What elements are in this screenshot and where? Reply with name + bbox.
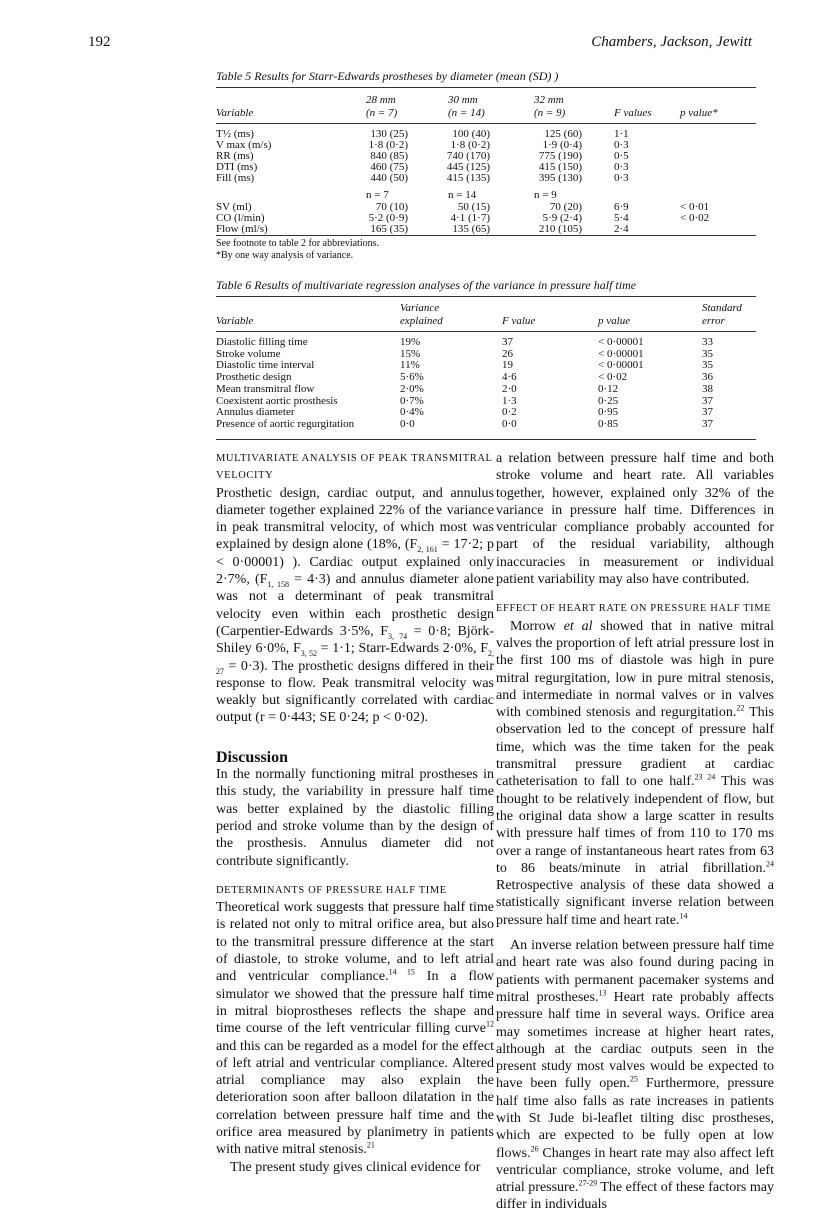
para-multivariate-velocity: Prosthetic design, cardiac output, and annulus diameter together explained 22% of the variance in peak transmitral velocity, of which most was explained by design alone (18%, ($F_{2, 161} = 17\cdot 2$; p < 0·00001) ). Cardiac output explained only 2·7%, $(F_{1, 158} = 4\cdot 3)$ and annulus diameter alone was not a determinant of peak transmitral velocity even within each prosthetic design (Carpentier-Edwards 3·5%, $F_{3, 74} = 0\cdot 8$; Björk-Shiley 6·0%, $F_{3, 52} = 1\cdot 1$; Starr-Edwards 2·0%, $F_{2, 27} = 0\cdot 3$). The prosthetic designs differed in their response to flow. Peak transmitral velocity was weakly but significantly correlated with cardiac output (r = 0·443; SE 0·24; p < 0·02).	[216, 485, 495, 726]
t6-row5-variable: Mean transmitral flow	[216, 383, 315, 395]
t6-row3-variance: 11%	[400, 359, 420, 371]
t6-row7-f-value: 0·2	[502, 406, 517, 418]
t5-row1-f-value: 1·1	[614, 128, 629, 140]
t6-row5-variance: 2·0%	[400, 383, 424, 395]
t6-row3-std-error: 35	[702, 359, 713, 371]
t5-row6-val-30: 50 (15)	[457, 201, 490, 213]
t5-head-30-n: (n = 14)	[448, 107, 485, 119]
t5-row6-val-28: 70 (10)	[375, 201, 408, 213]
table5-body	[216, 128, 756, 238]
heading-multivariate-peak-velocity: MULTIVARIATE ANALYSIS OF PEAK TRANSMITRAL VELOCITY	[216, 453, 493, 482]
t5-head-f: F values	[614, 107, 652, 119]
t6-row7-variable: Annulus diameter	[216, 406, 295, 418]
t6-row1-std-error: 33	[702, 336, 713, 348]
t5-head-variable: Variable	[216, 107, 254, 119]
t6-row2-p-value: < 0·00001	[598, 348, 644, 360]
running-head: Chambers, Jackson, Jewitt	[591, 34, 752, 50]
t6-head-variance-1: Variance	[400, 302, 440, 314]
t5-row2-val-28: 1·8 (0·2)	[368, 139, 408, 151]
t6-row6-variance: 0·7%	[400, 395, 424, 407]
t6-row8-p-value: 0·85	[598, 418, 619, 430]
t6-row4-f-value: 4·6	[502, 371, 517, 383]
t5-row6-p-value: < 0·01	[680, 201, 710, 213]
para-discussion: In the normally functioning mitral prostheses in this study, the variability in pressure half time was better explained by the diastolic filling period and stroke volume than by the design of the prosthesis. Annulus diameter did not contribute significantly.	[216, 767, 494, 869]
t6-row4-p-value: < 0·02	[598, 371, 628, 383]
t5-row2-val-32: 1·9 (0·4)	[542, 139, 582, 151]
t5-head-p: p value*	[680, 107, 718, 119]
t6-row3-variable: Diastolic time interval	[216, 359, 315, 371]
t5-row1-variable: T½ (ms)	[216, 128, 254, 140]
t5-row5-val-30: 415 (135)	[446, 172, 490, 184]
t6-row1-variance: 19%	[400, 336, 421, 348]
t5-row3-val-30: 740 (170)	[446, 150, 490, 162]
t6-row4-variable: Prosthetic design	[216, 371, 292, 383]
table5-top-rule	[216, 87, 756, 88]
t5-head-32-n: (n = 9)	[534, 107, 566, 119]
t5-row4-val-30: 445 (125)	[446, 161, 490, 173]
t6-row8-std-error: 37	[702, 418, 713, 430]
t6-row1-f-value: 37	[502, 336, 513, 348]
table6-top-rule	[216, 296, 756, 297]
t6-head-variance-2: explained	[400, 315, 443, 327]
t5-row6-variable: SV (ml)	[216, 201, 252, 213]
t6-row4-std-error: 36	[702, 371, 713, 383]
t5-row7-val-30: 4·1 (1·7)	[450, 212, 490, 224]
t6-row5-std-error: 38	[702, 383, 713, 395]
t5-row7-f-value: 5·4	[614, 212, 629, 224]
t6-row5-f-value: 2·0	[502, 383, 517, 395]
heading-heart-rate: EFFECT OF HEART RATE ON PRESSURE HALF TIME	[496, 603, 772, 615]
t6-row1-variable: Diastolic filling time	[216, 336, 308, 348]
para-morrow: Morrow et al showed that in native mitral valves the proportion of left atrial pressure lost in the first 100 ms of diastole was high in pure mitral regurgitation, low in pure mitral stenosis, and intermediate in normal valves or in valves with combined stenosis and regurgitation.$^{22}$ This observation led to the concept of pressure half time, which was the time taken for the peak transmitral pressure gradient at cardiac catheterisation to fall to one half.$^{23 24}$ This was thought to be relatively independent of flow, but the original data show a large scatter in results with pressure half times of from 110 to 170 ms over a range of instantaneous heart rates from 63 to 86 beats/minute in atrial fibrillation.$^{24}$ Retrospective analysis of these data showed a statistically significant inverse relation between pressure half time and heart rate.$^{14}$	[496, 618, 774, 928]
t6-row4-variance: 5·6%	[400, 371, 424, 383]
t5-row8-val-30: 135 (65)	[452, 223, 490, 235]
t6-row3-p-value: < 0·00001	[598, 359, 644, 371]
t6-row2-variance: 15%	[400, 348, 421, 360]
t6-row8-variable: Presence of aortic regurgitation	[216, 418, 355, 430]
t5-row5-val-32: 395 (130)	[538, 172, 582, 184]
t5-row3-val-28: 840 (85)	[370, 150, 408, 162]
t5-row2-f-value: 0·3	[614, 139, 629, 151]
table5-footnote-2: *By one way analysis of variance.	[216, 250, 354, 261]
t5-row7-variable: CO (l/min)	[216, 212, 265, 224]
t5-head-30: 30 mm	[448, 94, 478, 106]
heading-determinants: DETERMINANTS OF PRESSURE HALF TIME	[216, 884, 447, 896]
t6-row3-f-value: 19	[502, 359, 513, 371]
t6-head-f: F value	[502, 315, 536, 327]
t6-row7-variance: 0·4%	[400, 406, 424, 418]
t5-head-32: 32 mm	[534, 94, 564, 106]
t6-row7-std-error: 37	[702, 406, 713, 418]
table6-body	[216, 336, 756, 438]
t6-row6-p-value: 0·25	[598, 395, 619, 407]
t5-row1-val-28: 130 (25)	[370, 128, 408, 140]
t6-row6-variable: Coexistent aortic prosthesis	[216, 395, 338, 407]
t5-row4-variable: DTI (ms)	[216, 161, 258, 173]
t5-n-28: n = 7	[366, 189, 389, 201]
table5-head-rule	[216, 123, 756, 124]
t5-row1-val-32: 125 (60)	[544, 128, 582, 140]
t5-row5-val-28: 440 (50)	[370, 172, 408, 184]
t5-row7-p-value: < 0·02	[680, 212, 710, 224]
table6-bottom-rule	[216, 439, 756, 440]
left-column	[216, 450, 494, 1176]
t5-row4-f-value: 0·3	[614, 161, 629, 173]
t5-row7-val-32: 5·9 (2·4)	[542, 212, 582, 224]
para-inverse-relation: An inverse relation between pressure half time and heart rate was also found during pacing in patients with permanent pacemaker systems and mitral prostheses.$^{13}$ Heart rate probably affects pressure half time in several ways. Orifice area may sometimes increase at higher heart rates, although at the cardiac outputs seen in the present study most valves would be expected to have been fully open.$^{25}$ Furthermore, pressure half time also falls as rate increases in patients with St Jude bi-leaflet tilting disc prostheses, which are expected to be fully open at low flows.$^{26}$ Changes in heart rate may also affect left ventricular compliance, stroke volume, and left atrial pressure.$^{27-29}$ The effect of these factors may differ in individuals	[496, 938, 774, 1213]
t5-n-32: n = 9	[534, 189, 557, 201]
t5-row5-f-value: 0·3	[614, 172, 629, 184]
t5-row8-val-32: 210 (105)	[538, 223, 582, 235]
t5-row6-f-value: 6·9	[614, 201, 629, 213]
t5-row2-val-30: 1·8 (0·2)	[450, 139, 490, 151]
t5-row7-val-28: 5·2 (0·9)	[368, 212, 408, 224]
t5-row3-variable: RR (ms)	[216, 150, 254, 162]
t6-head-se-2: error	[702, 315, 725, 327]
t5-head-28: 28 mm	[366, 94, 396, 106]
t5-row6-val-32: 70 (20)	[549, 201, 582, 213]
t5-row5-variable: Fill (ms)	[216, 172, 255, 184]
t6-row7-p-value: 0·95	[598, 406, 619, 418]
para-determinants: Theoretical work suggests that pressure half time is related not only to mitral orifice area, but also to the transmitral pressure difference at the start of diastole, to stroke volume, and to left atrial and ventricular compliance.$^{14 15}$ In a flow simulator we showed that the pressure half time in mitral bioprostheses reflects the shape and time course of the left ventricular filling curve$^{12}$ and this can be regarded as a model for the effect of left atrial and ventricular compliance. Altered atrial compliance may also explain the deterioration soon after balloon dilatation in the correlation between pressure half time and the orifice area measured by planimetry in patients with native mitral stenosis.$^{21}$	[216, 900, 495, 1158]
t6-row2-f-value: 26	[502, 348, 513, 360]
t5-row2-variable: V max (m/s)	[216, 139, 272, 151]
t6-row8-variance: 0·0	[400, 418, 415, 430]
table5-bottom-rule	[216, 235, 756, 236]
t6-row2-variable: Stroke volume	[216, 348, 281, 360]
t5-row3-f-value: 0·5	[614, 150, 629, 162]
t5-row8-variable: Flow (ml/s)	[216, 223, 268, 235]
t5-row3-val-32: 775 (190)	[538, 150, 582, 162]
page-number: 192	[88, 34, 111, 50]
t6-head-p: p value	[598, 315, 631, 327]
t6-head-variable: Variable	[216, 315, 254, 327]
t6-row2-std-error: 35	[702, 348, 713, 360]
t6-row1-p-value: < 0·00001	[598, 336, 644, 348]
right-column	[496, 450, 774, 1214]
t6-head-se-1: Standard	[702, 302, 742, 314]
table6-caption: Table 6 Results of multivariate regression analyses of the variance in pressure half time	[216, 278, 637, 292]
table6-head-rule	[216, 331, 756, 332]
table5-header	[216, 92, 756, 132]
t5-row1-val-30: 100 (40)	[452, 128, 490, 140]
t6-row5-p-value: 0·12	[598, 383, 619, 395]
t5-row4-val-32: 415 (150)	[538, 161, 582, 173]
t5-n-30: n = 14	[448, 189, 477, 201]
table6-header	[216, 302, 756, 332]
t5-row8-val-28: 165 (35)	[370, 223, 408, 235]
t5-row8-f-value: 2·4	[614, 223, 629, 235]
t5-head-28-n: (n = 7)	[366, 107, 398, 119]
table5-caption: Table 5 Results for Starr-Edwards prostheses by diameter (mean (SD) )	[216, 69, 559, 83]
heading-discussion: Discussion	[216, 748, 289, 766]
table5-footnote-1: See footnote to table 2 for abbreviations.	[216, 238, 380, 249]
t5-row4-val-28: 460 (75)	[370, 161, 408, 173]
t6-row6-std-error: 37	[702, 395, 713, 407]
t6-row6-f-value: 1·3	[502, 395, 517, 407]
t6-row8-f-value: 0·0	[502, 418, 517, 430]
para-clinical-evidence: The present study gives clinical evidence for	[230, 1159, 481, 1175]
para-relation-continued: a relation between pressure half time and both stroke volume and heart rate. All variables together, however, explained only 32% of the variance in pressure half time. Differences in ventricular compliance probably accounted for part of the residual variability, although inaccuracies in measurement or individual patient variability may also have contributed.	[496, 451, 774, 588]
